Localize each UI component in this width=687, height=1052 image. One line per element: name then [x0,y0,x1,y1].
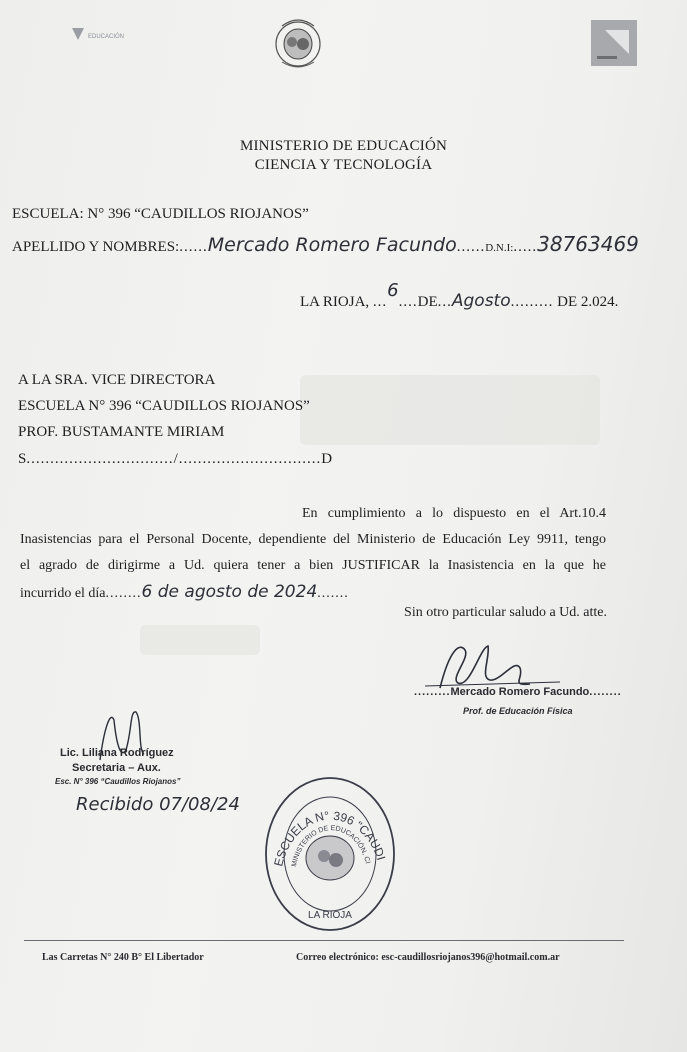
dni-value: 38763469 [537,232,639,256]
body-line-2: Inasistencias para el Personal Docente, dependiente del Ministerio de Educación Ley 9911, tengo [20,532,606,547]
stamp-inner-text: MINISTERIO DE EDUCACIÓN, CI [291,825,371,868]
body-line-4: incurrido el día........6 de agosto de 2024....... [20,582,349,602]
footer-divider [24,940,624,941]
body-line-3: el agrado de dirigirme a Ud. quiera tener a bien JUSTIFICAR la Inasistencia en la que he [20,558,606,573]
ministry-line-2: CIENCIA Y TECNOLOGÍA [254,157,433,173]
recipient-line-2: ESCUELA N° 396 “CAUDILLOS RIOJANOS” [18,398,310,414]
footer-email: Correo electrónico: esc-caudillosriojanos396@hotmail.com.ar [296,952,560,963]
recipient-line-4: S.............................../..............................D [18,451,333,467]
stamp-top-text: ESCUELA N° 396 "CAUDI [271,808,389,868]
footer-address: Las Carretas N° 240 B° El Libertador [42,952,204,963]
secretary-role: Secretaria – Aux. [72,762,161,774]
date-year: DE 2.024. [557,294,619,310]
received-note: Recibido 07/08/24 [76,794,240,815]
secretary-name: Lic. Liliana Rodríguez [60,747,174,759]
body-paragraph [20,501,606,605]
closing-line: Sin otro particular saludo a Ud. atte. [404,605,607,620]
body-line-4-value: 6 de agosto de 2024 [141,582,318,602]
teacher-name: .........Mercado Romero Facundo........ [414,686,622,698]
stamp-bottom-text: LA RIOJA [308,910,352,921]
recipient-d: D [321,451,333,467]
bleed-through-block [300,375,600,445]
svg-text:EDUCACIÓN: EDUCACIÓN [88,34,125,40]
teacher-name-text: Mercado Romero Facundo [450,686,590,698]
school-label: ESCUELA: N° 396 “CAUDILLOS RIOJANOS” [12,206,309,222]
date-day: 6 [387,280,399,301]
bleed-through-block [140,625,260,655]
body-line-1: En cumplimiento a lo dispuesto en el Art.10.4 [302,506,606,521]
teacher-title: Prof. de Educación Física [463,706,573,716]
date-place: LA RIOJA, [300,294,370,310]
date-row: LA RIOJA, ...6....DE...Agosto......... DE 2.024. [300,280,619,311]
recipient-line-1: A LA SRA. VICE DIRECTORA [18,372,216,388]
ministry-line-1: MINISTERIO DE EDUCACIÓN [239,138,448,154]
government-logo-icon [591,20,637,71]
names-value: Mercado Romero Facundo [207,234,457,256]
date-month: Agosto [451,291,511,311]
dni-label: D.N.I: [485,242,514,254]
ministry-heading [0,137,687,175]
date-de: DE [417,294,438,310]
names-row: APELLIDO Y NOMBRES:......Mercado Romero Facundo......D.N.I:.....38763469 [12,232,639,256]
recipient-line-3: PROF. BUSTAMANTE MIRIAM [18,424,225,440]
recipient-s: S [18,451,27,467]
body-line-4-label: incurrido el día [20,586,106,601]
names-label: APELLIDO Y NOMBRES: [12,239,180,255]
secretary-school: Esc. N° 396 “Caudillos Riojanos” [55,777,181,786]
education-logo [70,24,140,51]
school-seal-stamp [262,772,398,937]
coat-of-arms-icon [272,14,324,75]
